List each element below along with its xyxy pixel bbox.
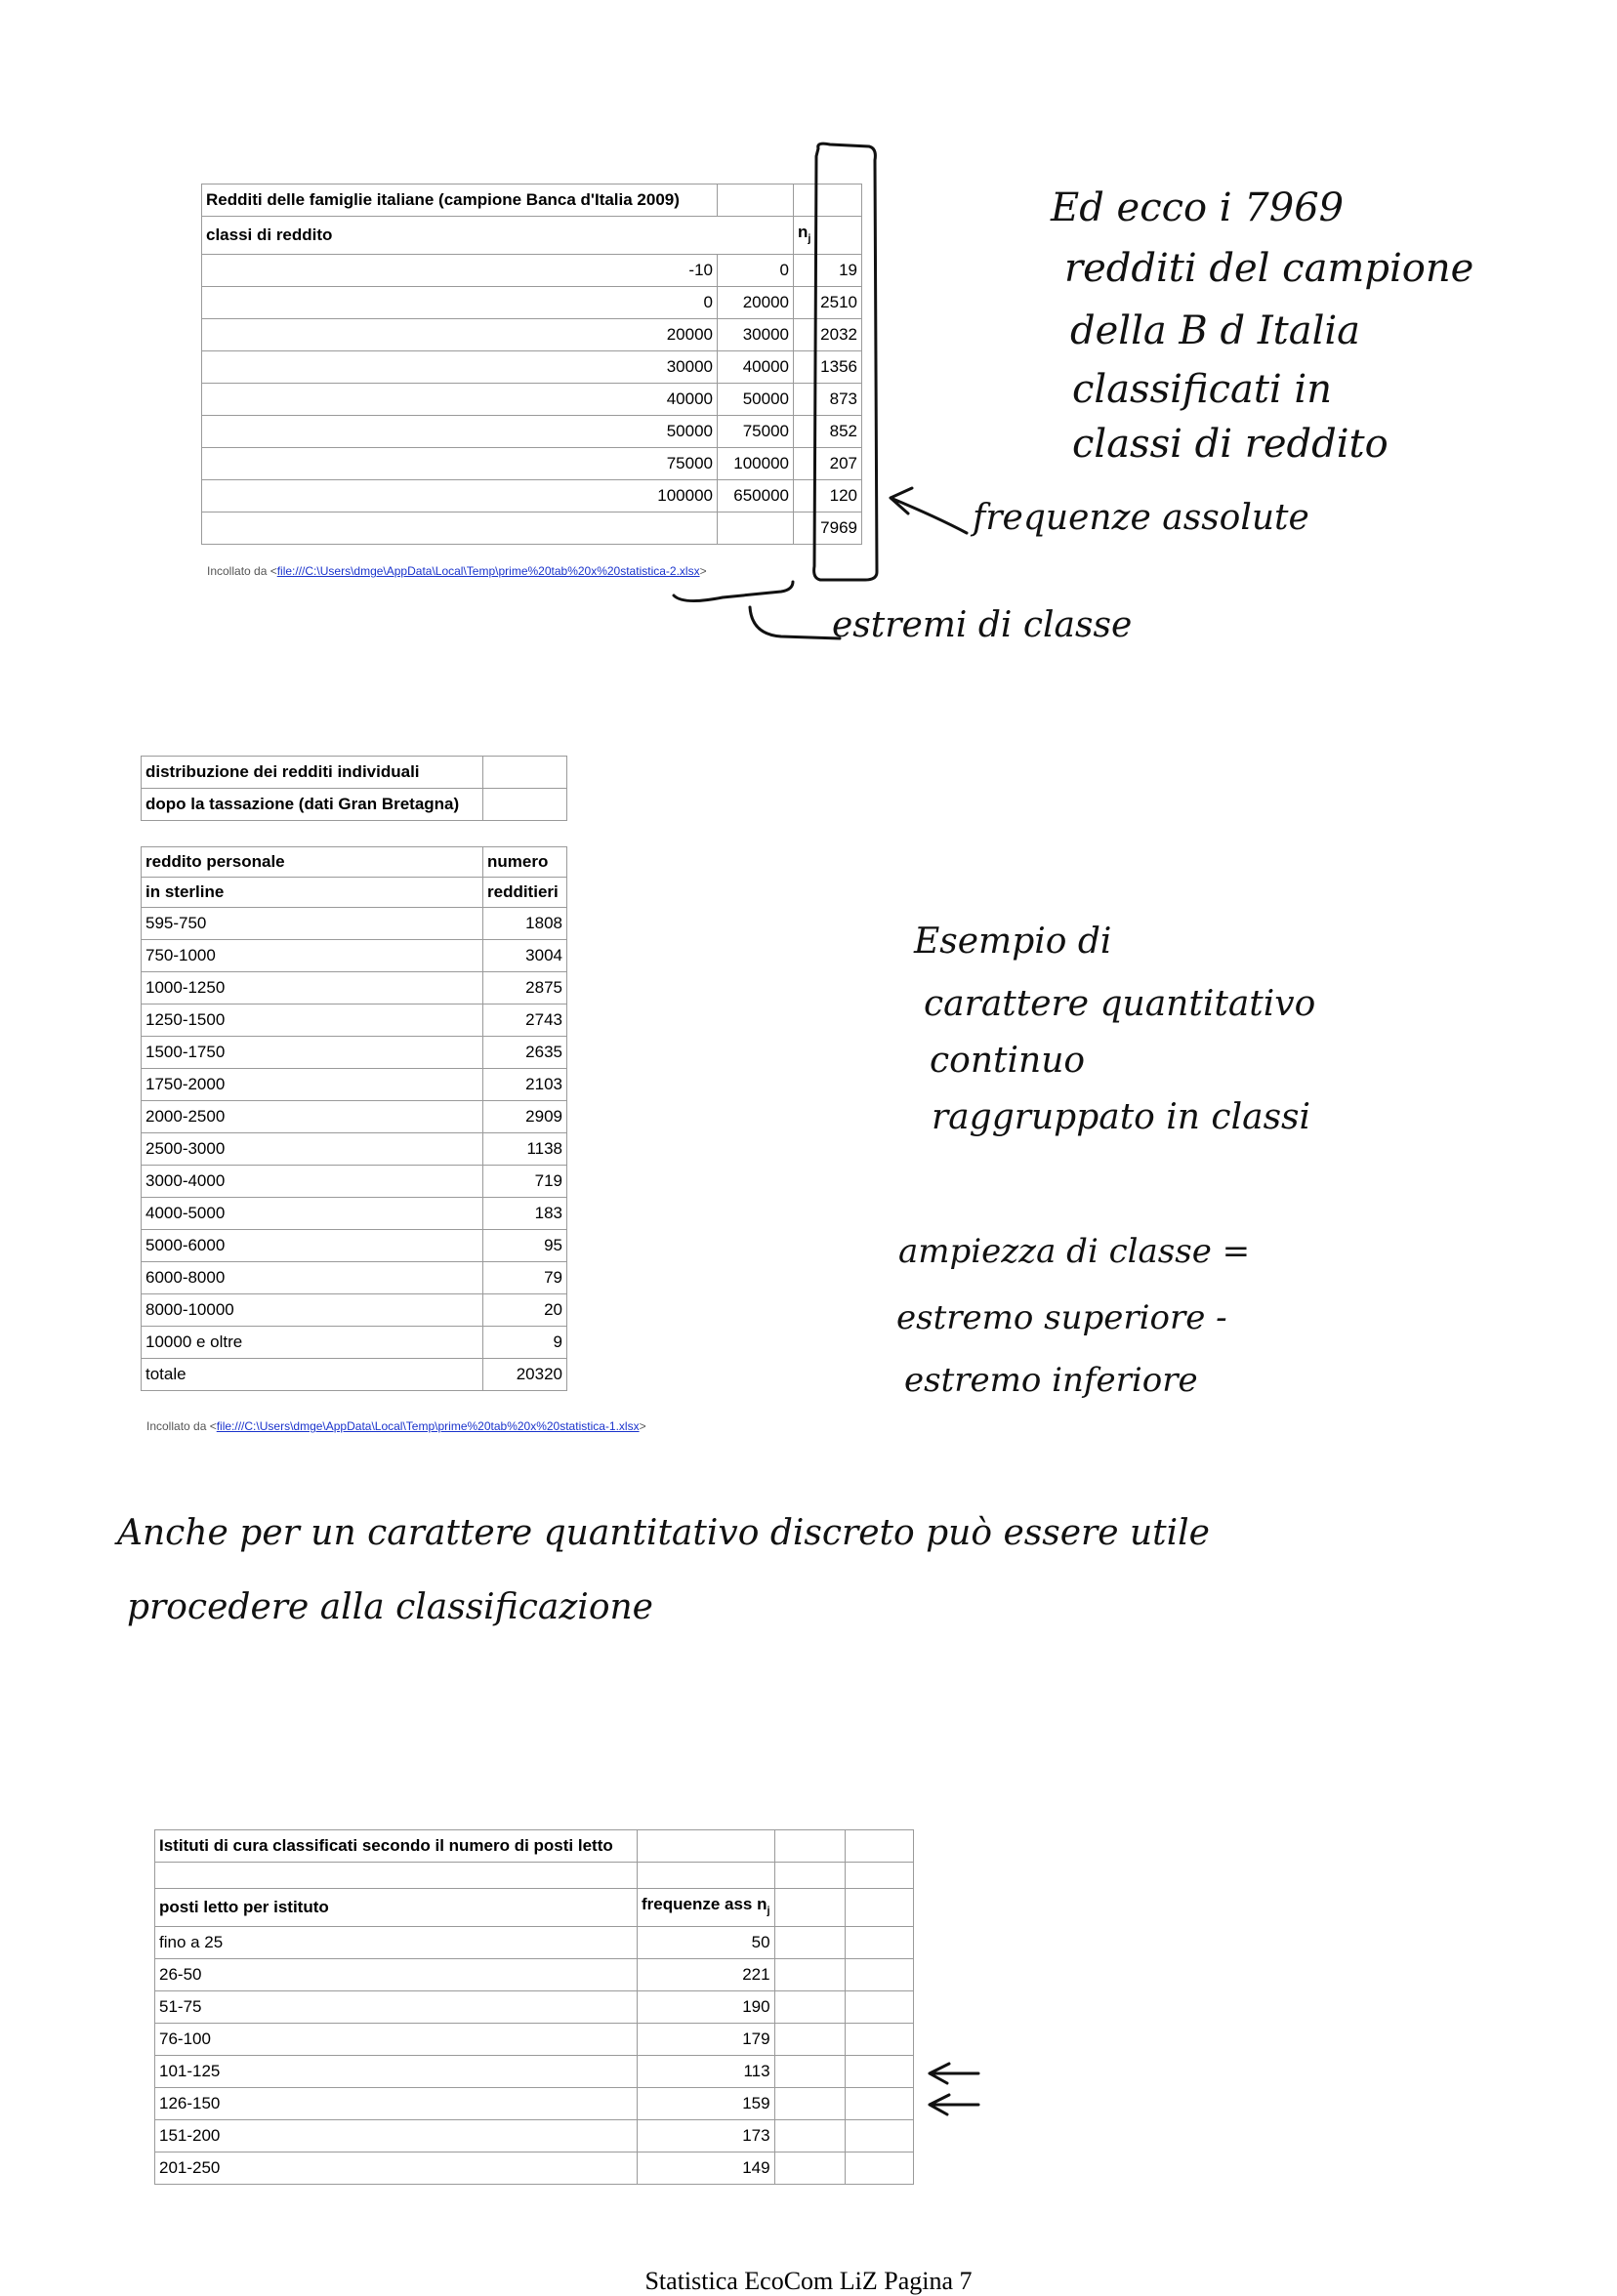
- note-esempio-line2: carattere quantitativo: [924, 984, 1316, 1024]
- table-row: 76-100 179: [155, 2024, 914, 2056]
- brace-estremi: [674, 582, 793, 601]
- table2-title: distribuzione dei redditi individuali: [142, 757, 483, 789]
- note-7969-line1: Ed ecco i 7969: [1051, 185, 1345, 230]
- table1-source-link[interactable]: file:///C:\Users\dmge\AppData\Local\Temp\prime%20tab%20x%20statistica-2.xlsx: [276, 564, 700, 578]
- note-estremi-di-classe: estremi di classe: [832, 605, 1133, 645]
- table2-source-note: Incollato da <file:///C:\Users\dmge\AppData\Local\Temp\prime%20tab%20x%20statistica-1.xlsx>: [146, 1419, 646, 1433]
- note-7969-line3: della B d Italia: [1070, 308, 1361, 353]
- page-footer: Statistica EcoCom LiZ Pagina 7: [644, 2267, 973, 2295]
- table2-source-link[interactable]: file:///C:\Users\dmge\AppData\Local\Temp\prime%20tab%20x%20statistica-1.xlsx: [216, 1419, 640, 1433]
- table-row: 201-250 149: [155, 2152, 914, 2185]
- note-esempio-line1: Esempio di: [914, 922, 1112, 962]
- table-row: 26-50 221: [155, 1959, 914, 1991]
- table-row: 1250-1500 2743: [142, 1004, 567, 1037]
- note-esempio-line4: raggruppato in classi: [932, 1097, 1311, 1137]
- table-row: 5000-6000 95: [142, 1230, 567, 1262]
- note-discreto-line1: Anche per un carattere quantitativo discreto può essere utile: [117, 1513, 1210, 1553]
- table-row: 1750-2000 2103: [142, 1069, 567, 1101]
- note-ampiezza-line1: ampiezza di classe =: [898, 1232, 1251, 1271]
- table3-head-range: posti letto per istituto: [155, 1889, 638, 1927]
- table-row: 151-200 173: [155, 2120, 914, 2152]
- table-row: 51-75 190: [155, 1991, 914, 2024]
- table-row: 30000 40000 1356: [202, 351, 862, 384]
- table2-total-row: totale 20320: [142, 1359, 567, 1391]
- table-row: 2000-2500 2909: [142, 1101, 567, 1133]
- table-row: fino a 25 50: [155, 1927, 914, 1959]
- table1-total-row: 7969: [202, 512, 862, 545]
- note-ampiezza-line3: estremo inferiore: [904, 1361, 1198, 1400]
- uk-income-table: distribuzione dei redditi individuali dopo la tassazione (dati Gran Bretagna) reddito personale numero in sterline redditieri 595-750 1808 750-1000 3004 1000-1250 2875 1250-1500 2743 1500-1750 2635 1750-2000 2103 2000-2500 2909 2500-3000 1138 3000-4000 719 4000-5000 183 5000-6000 95 6000-8000 79 8000-10000 20 10000 e oltre 9 totale 20320: [141, 756, 567, 1391]
- note-discreto-line2: procedere alla classificazione: [127, 1587, 653, 1627]
- table-row: 126-150 159: [155, 2088, 914, 2120]
- table-row: 10000 e oltre 9: [142, 1327, 567, 1359]
- table1-title: Redditi delle famiglie italiane (campione Banca d'Italia 2009): [202, 184, 718, 217]
- note-7969-line5: classi di reddito: [1072, 422, 1389, 467]
- note-7969-line2: redditi del campione: [1064, 246, 1474, 291]
- table-row: 2500-3000 1138: [142, 1133, 567, 1166]
- table-row: 8000-10000 20: [142, 1294, 567, 1327]
- table3-head-freq: frequenze ass $n_j$: [638, 1889, 775, 1927]
- note-ampiezza-line2: estremo superiore -: [896, 1298, 1227, 1337]
- note-frequenze-assolute: frequenze assolute: [973, 498, 1309, 538]
- column-bracket: [814, 144, 877, 580]
- table-row: 750-1000 3004: [142, 940, 567, 972]
- table-row: 1000-1250 2875: [142, 972, 567, 1004]
- table-row: 20000 30000 2032: [202, 319, 862, 351]
- table1-col-header: $n_j$: [794, 217, 862, 255]
- brace-estremi-2: [750, 607, 840, 638]
- table-row: 100000 650000 120: [202, 480, 862, 512]
- table-row: 50000 75000 852: [202, 416, 862, 448]
- table2-head-range: reddito personale: [142, 847, 483, 878]
- table2-head-count: numero: [483, 847, 567, 878]
- table1-subtitle: classi di reddito: [202, 217, 794, 255]
- table-row: 75000 100000 207: [202, 448, 862, 480]
- table-row: 4000-5000 183: [142, 1198, 567, 1230]
- table-row: 101-125 113: [155, 2056, 914, 2088]
- table-row: 6000-8000 79: [142, 1262, 567, 1294]
- arrow-frequenze-icon: [891, 488, 967, 533]
- table-row: -10 0 19: [202, 255, 862, 287]
- note-7969-line4: classificati in: [1072, 367, 1332, 412]
- table-row: 0 20000 2510: [202, 287, 862, 319]
- arrow-row-126-icon: [930, 2095, 978, 2114]
- table3-title: Istituti di cura classificati secondo il numero di posti letto: [155, 1830, 638, 1863]
- table-row: 595-750 1808: [142, 908, 567, 940]
- table-row: 40000 50000 873: [202, 384, 862, 416]
- note-esempio-line3: continuo: [930, 1041, 1086, 1081]
- table-row: 3000-4000 719: [142, 1166, 567, 1198]
- table-row: 1500-1750 2635: [142, 1037, 567, 1069]
- table1-source-note: Incollato da <file:///C:\Users\dmge\AppData\Local\Temp\prime%20tab%20x%20statistica-2.xlsx>: [207, 564, 707, 578]
- arrow-row-101-icon: [930, 2064, 978, 2083]
